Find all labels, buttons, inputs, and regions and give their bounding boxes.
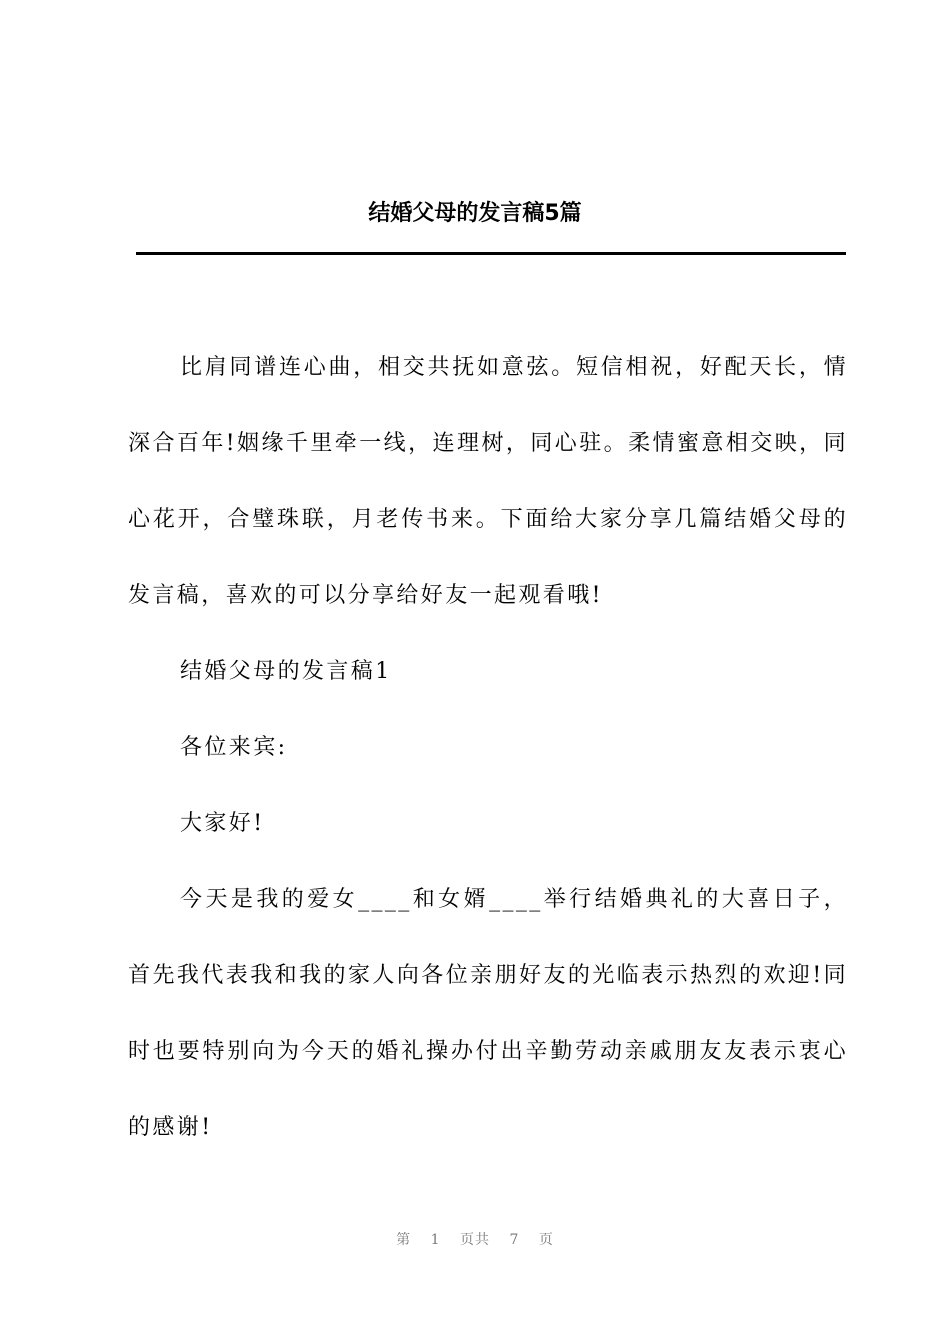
page-title: 结婚父母的发言稿5篇 — [368, 201, 582, 226]
footer-suffix: 页 — [538, 1232, 554, 1248]
intro-paragraph: 比肩同谱连心曲，相交共抚如意弦。短信相祝，好配天长，情深合百年!姻缘千里牵一线，连理树，同心驻。柔情蜜意相交映，同心花开，合璧珠联，月老传书来。下面给大家分享几篇结婚父母的发言稿，喜欢的可以分享给好友一起观看哦! — [128, 355, 848, 608]
speech-paragraph: 今天是我的爱女____和女婿____举行结婚典礼的大喜日子，首先我代表我和我的家人向各位亲朋好友的光临表示热烈的欢迎!同时也要特别向为今天的婚礼操办付出辛勤劳动亲戚朋友友表示衷心的感谢! — [128, 887, 848, 1140]
page-footer — [0, 1228, 950, 1252]
title-divider — [136, 252, 846, 255]
document-body — [128, 330, 848, 1166]
footer-middle: 页共 — [460, 1232, 490, 1248]
salutation: 各位来宾: — [180, 735, 288, 760]
section-heading: 结婚父母的发言稿1 — [180, 659, 392, 684]
footer-prefix: 第 — [396, 1232, 412, 1248]
footer-current-page: 1 — [430, 1232, 441, 1248]
greeting: 大家好! — [180, 811, 265, 836]
footer-total-pages: 7 — [509, 1232, 520, 1248]
